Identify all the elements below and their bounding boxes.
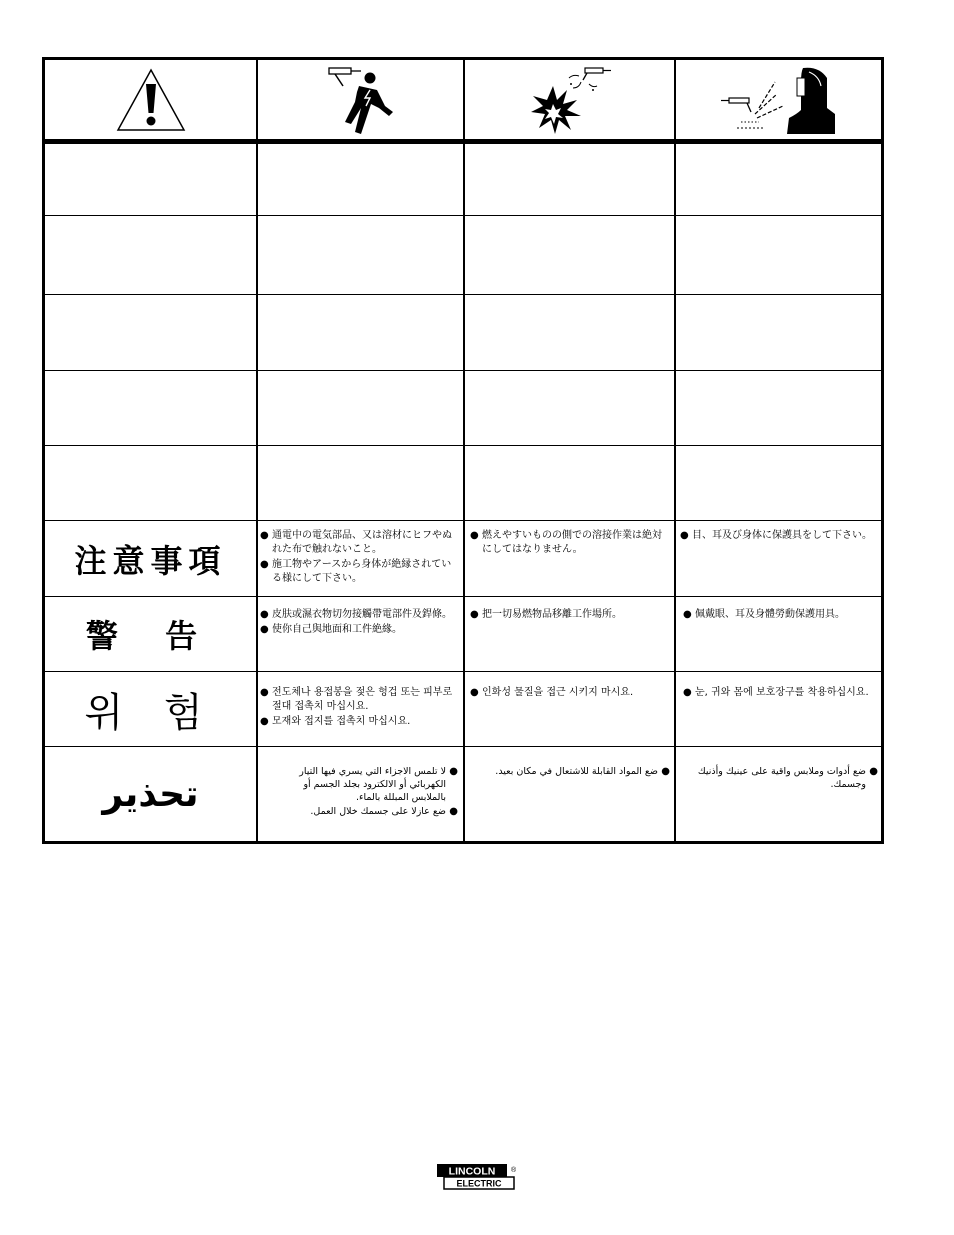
warning-text: ● 把一切易燃物品移離工作場所。 xyxy=(470,608,670,622)
header-cell-arc-rays xyxy=(676,60,881,139)
warning-arc-chinese xyxy=(683,608,877,668)
warning-text: ● 目、耳及び身体に保護具をして下さい。 xyxy=(680,529,876,543)
warning-electric-korean xyxy=(260,686,458,744)
warning-arc-japanese xyxy=(680,529,876,595)
warning-fire-chinese xyxy=(470,608,670,668)
row-divider xyxy=(45,294,881,295)
warning-text: ● 인화성 물질을 접근 시키지 마시요. xyxy=(470,686,670,700)
warning-fire-arabic xyxy=(470,765,670,839)
logo-top-text: LINCOLN xyxy=(448,1165,496,1178)
warning-text: ● 燃えやすいものの側での溶接作業は絶対にしてはなりません。 xyxy=(470,529,670,557)
column-divider xyxy=(463,60,465,841)
language-label-arabic: تحذير xyxy=(102,773,199,815)
warning-text: ● 皮肤或濕衣物切勿接觸帶電部件及銲條。 xyxy=(260,608,458,622)
header-cell-warning xyxy=(45,60,256,139)
language-label-korean: 위 험 xyxy=(84,689,217,736)
warning-text: ● ضع عازلا على جسمك خلال العمل. xyxy=(270,805,458,818)
header-divider xyxy=(45,139,881,144)
header-cell-electric-shock xyxy=(258,60,463,139)
row-divider xyxy=(45,215,881,216)
warning-arc-arabic xyxy=(679,765,878,839)
column-divider xyxy=(256,60,258,841)
header-cell-explosion xyxy=(465,60,674,139)
warning-text: ● 佩戴眼、耳及身體勞動保護用具。 xyxy=(683,608,877,622)
warning-text: ● 눈, 귀와 몸에 보호장구를 착용하십시요. xyxy=(683,686,877,700)
warning-text: ● لا تلمس الاجزاء التي يسري فيها التيار الكهربائي أو الالكترود بجلد الجسم أو بالملابس المبللة بالماء. xyxy=(270,765,458,804)
warning-triangle-icon xyxy=(115,67,187,133)
warning-electric-japanese xyxy=(260,529,458,595)
explosion-sparks-icon xyxy=(527,64,613,136)
warning-fire-korean xyxy=(470,686,670,744)
warning-electric-arabic xyxy=(270,765,458,839)
safety-warning-table xyxy=(42,57,884,844)
lincoln-electric-logo xyxy=(436,1163,516,1190)
row-divider xyxy=(45,445,881,446)
warning-text: ● 모재와 접지를 접촉치 마십시요. xyxy=(260,715,458,729)
row-divider xyxy=(45,370,881,371)
warning-text: ● 施工物やアースから身体が絶縁されている様にして下さい。 xyxy=(260,558,458,586)
warning-text: ● ضع أدوات وملابس واقية على عينيك وأذنيك وجسمك. xyxy=(679,765,878,791)
warning-arc-korean xyxy=(683,686,877,744)
logo-bottom-text: ELECTRIC xyxy=(456,1178,502,1189)
warning-text: ● 전도체나 용접봉을 젖은 헝겁 또는 피부로 절대 접촉치 마십시요. xyxy=(260,686,458,714)
language-label-chinese: 警 告 xyxy=(85,617,216,655)
logo-registered-mark: ® xyxy=(511,1167,516,1174)
language-label-japanese: 注意事項 xyxy=(74,541,227,580)
electric-shock-icon xyxy=(321,64,401,136)
warning-fire-japanese xyxy=(470,529,670,595)
column-divider xyxy=(674,60,676,841)
warning-text: ● 使你自己與地面和工件絶緣。 xyxy=(260,623,458,637)
welder-helmet-arc-rays-icon xyxy=(719,64,839,136)
warning-text: ● 通電中の電気部品、又は溶材にヒフやぬれた布で触れないこと。 xyxy=(260,529,458,557)
warning-text: ● ضع المواد القابلة للاشتعال في مكان بعيد. xyxy=(470,765,670,778)
warning-electric-chinese xyxy=(260,608,458,668)
